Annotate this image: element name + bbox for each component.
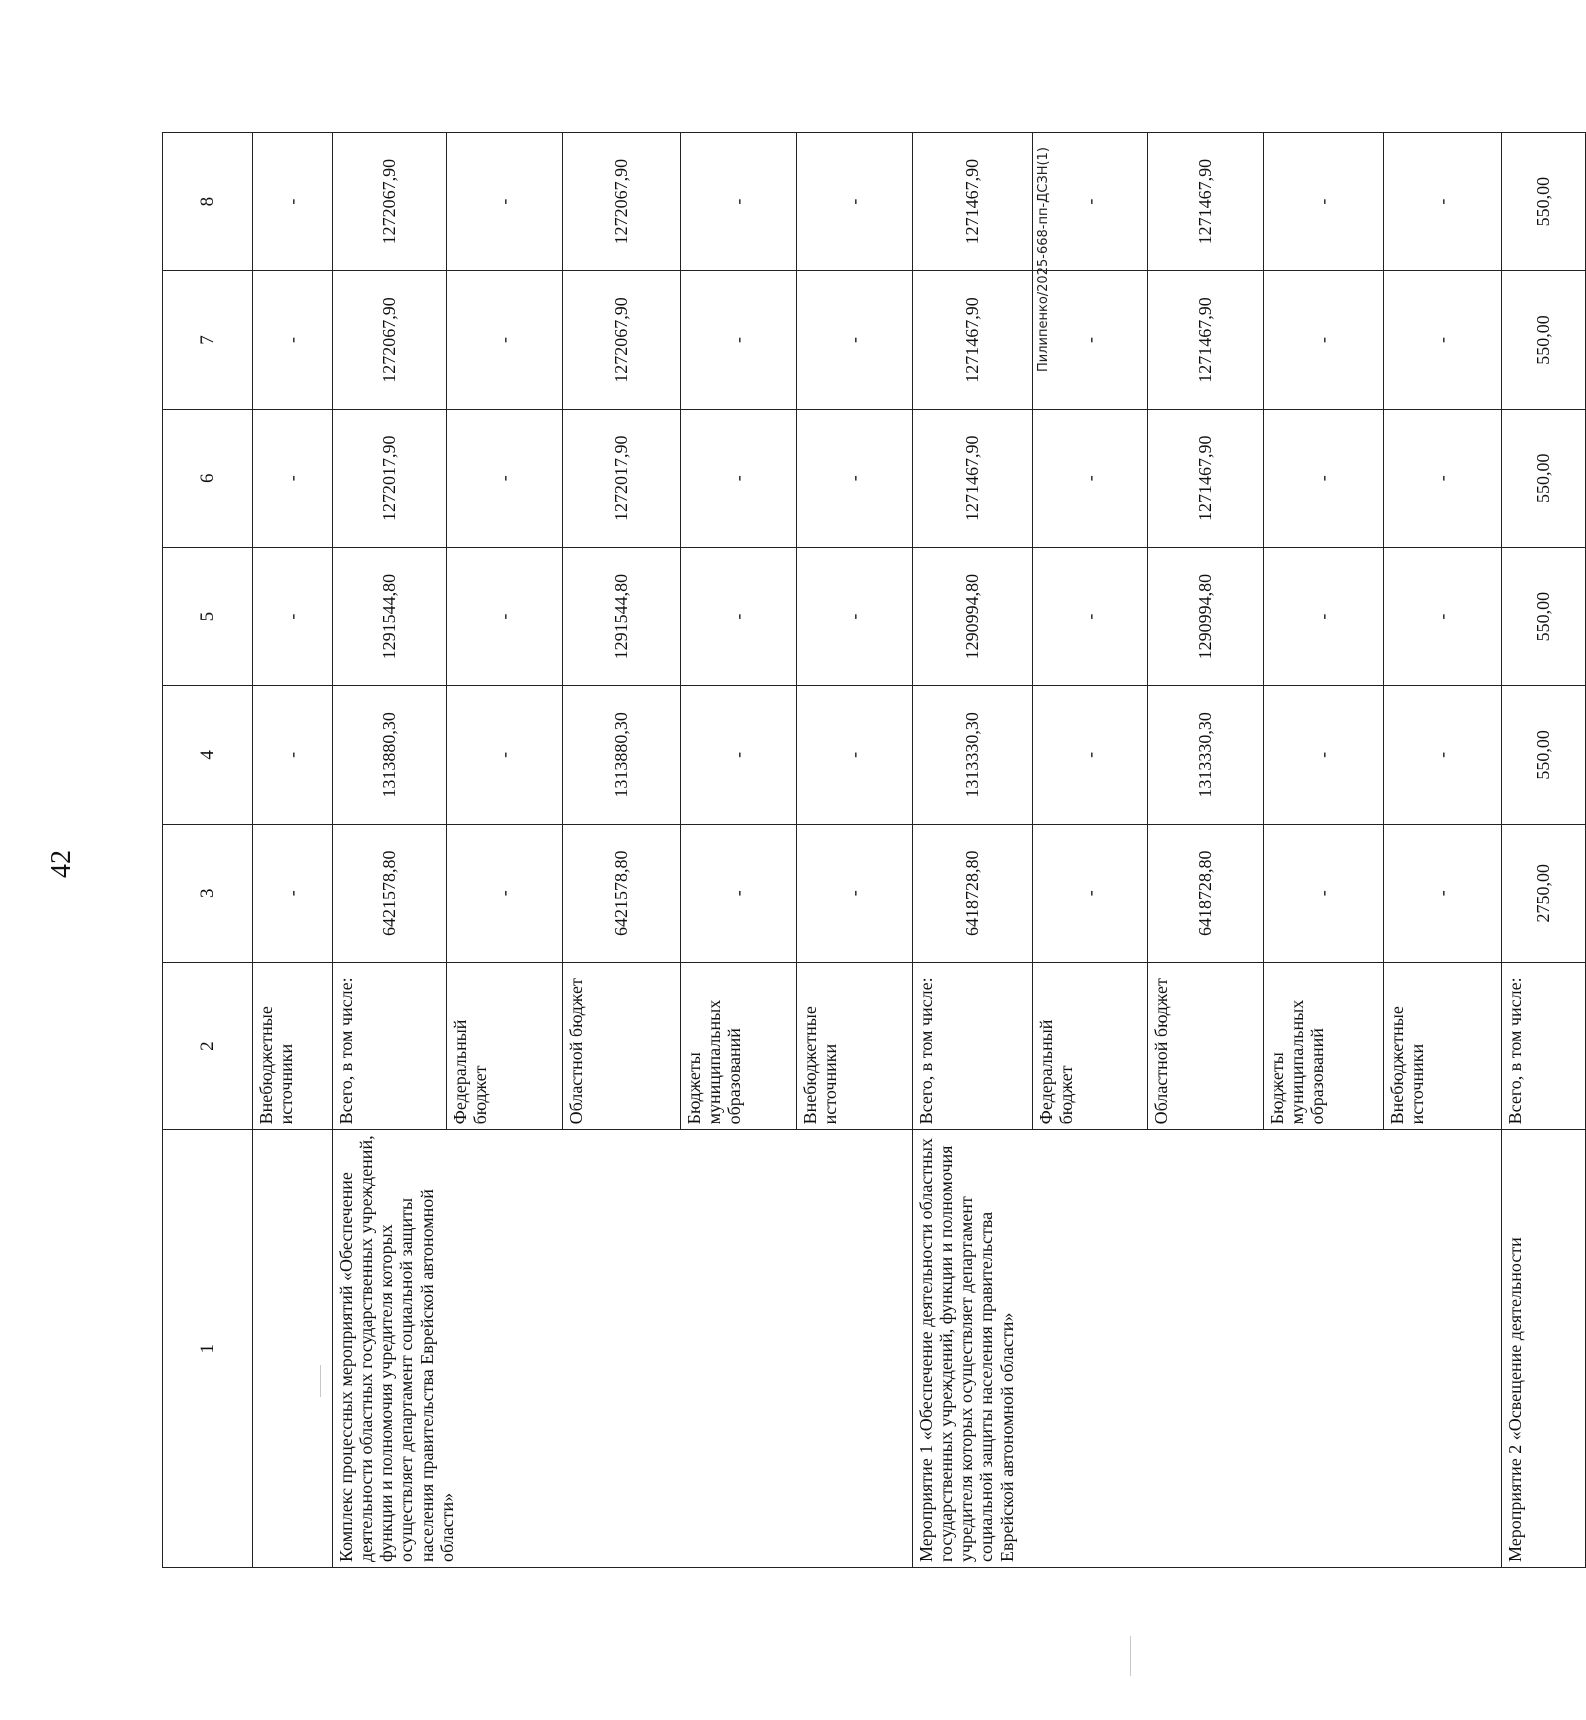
column-header: 4 [163,686,253,824]
amount-cell: 1272067,90 [563,133,681,271]
amount-cell: 2750,00 [1502,824,1586,962]
amount-cell: - [253,271,333,409]
amount-cell: - [1384,547,1502,685]
amount-cell: - [681,547,797,685]
amount-cell: 1272067,90 [333,133,447,271]
budget-table-frame [162,132,1554,1568]
amount-cell: 1271467,90 [913,409,1033,547]
measure-name-cell [253,1130,333,1568]
amount-cell: - [1384,133,1502,271]
table-row [1502,133,1586,1568]
amount-cell: 1271467,90 [1148,271,1264,409]
amount-cell: - [797,271,913,409]
amount-cell: - [1384,409,1502,547]
amount-cell: - [253,686,333,824]
scan-artifact-line [1130,1636,1131,1676]
amount-cell: - [447,686,563,824]
amount-cell: - [681,133,797,271]
amount-cell: - [797,409,913,547]
amount-cell: - [797,686,913,824]
amount-cell: - [681,271,797,409]
amount-cell: - [1384,686,1502,824]
funding-source-cell: Всего, в том числе: [913,962,1033,1129]
amount-cell: - [447,547,563,685]
amount-cell: - [1033,686,1148,824]
amount-cell: 1271467,90 [1148,133,1264,271]
amount-cell: - [797,547,913,685]
measure-name-cell: Мероприятие 1 «Обеспечение деятельности областных государственных учреждений, функции и полномочия учредителя которых осуществляет департамент социальной защиты населения правительства Еврейской автономной области» [913,1130,1502,1568]
document-footer-id: Пилипенко/2025-668-пп-ДСЗН(1) [1036,147,1051,372]
amount-cell: 550,00 [1502,271,1586,409]
funding-source-cell: Всего, в том числе: [333,962,447,1129]
amount-cell: - [447,133,563,271]
amount-cell: 1313330,30 [1148,686,1264,824]
column-header: 7 [163,271,253,409]
funding-source-cell: Федеральный бюджет [1033,962,1148,1129]
rotated-table-container [162,132,1554,1568]
amount-cell: - [253,133,333,271]
funding-source-cell: Областной бюджет [1148,962,1264,1129]
column-number-row [163,133,253,1568]
column-header: 6 [163,409,253,547]
amount-cell: 1291544,80 [333,547,447,685]
amount-cell: - [1033,409,1148,547]
column-header: 3 [163,824,253,962]
amount-cell: - [447,409,563,547]
funding-source-cell: Внебюджетные источники [253,962,333,1129]
amount-cell: 550,00 [1502,133,1586,271]
amount-cell: - [447,824,563,962]
funding-source-cell: Бюджеты муниципальных образований [681,962,797,1129]
funding-source-cell: Внебюджетные источники [1384,962,1502,1129]
amount-cell: - [447,271,563,409]
amount-cell: - [1264,271,1384,409]
amount-cell: - [681,409,797,547]
measure-name-cell: Комплекс процессных мероприятий «Обеспечение деятельности областных государственных учреждений, функции и полномочия учредителя которых осуществляет департамент социальной защиты населения правительства Еврейской автономной области» [333,1130,913,1568]
funding-source-cell: Внебюджетные источники [797,962,913,1129]
table-row [913,133,1033,1568]
amount-cell: 1271467,90 [913,271,1033,409]
amount-cell: 550,00 [1502,686,1586,824]
amount-cell: - [1264,547,1384,685]
amount-cell: 1272017,90 [563,409,681,547]
amount-cell: - [681,824,797,962]
amount-cell: 6421578,80 [333,824,447,962]
funding-source-cell: Всего, в том числе: [1502,962,1586,1129]
amount-cell: - [1264,409,1384,547]
page-number: 42 [46,850,77,878]
amount-cell: 1313330,30 [913,686,1033,824]
funding-source-cell: Областной бюджет [563,962,681,1129]
amount-cell: - [1384,824,1502,962]
funding-source-cell: Федеральный бюджет [447,962,563,1129]
budget-table-body [163,133,1586,1568]
amount-cell: - [797,824,913,962]
amount-cell: 1313880,30 [563,686,681,824]
table-row [253,133,333,1568]
scan-artifact-line [320,1365,321,1397]
amount-cell: 550,00 [1502,547,1586,685]
amount-cell: 6418728,80 [913,824,1033,962]
amount-cell: 1272067,90 [563,271,681,409]
amount-cell: - [1033,547,1148,685]
amount-cell: - [1264,824,1384,962]
amount-cell: 1313880,30 [333,686,447,824]
column-header: 1 [163,1130,253,1568]
amount-cell: - [253,824,333,962]
amount-cell: 1290994,80 [913,547,1033,685]
amount-cell: - [1264,133,1384,271]
amount-cell: 1272017,90 [333,409,447,547]
amount-cell: - [253,547,333,685]
budget-table [162,132,1586,1568]
amount-cell: 1271467,90 [913,133,1033,271]
measure-name-cell: Мероприятие 2 «Освещение деятельности [1502,1130,1586,1568]
amount-cell: 1291544,80 [563,547,681,685]
amount-cell: - [1033,824,1148,962]
amount-cell: 1271467,90 [1148,409,1264,547]
amount-cell: 6421578,80 [563,824,681,962]
amount-cell: 1272067,90 [333,271,447,409]
column-header: 5 [163,547,253,685]
amount-cell: - [797,133,913,271]
amount-cell: 550,00 [1502,409,1586,547]
amount-cell: - [681,686,797,824]
amount-cell: - [1033,271,1148,409]
amount-cell: 6418728,80 [1148,824,1264,962]
table-row [333,133,447,1568]
column-header: 8 [163,133,253,271]
funding-source-cell: Бюджеты муниципальных образований [1264,962,1384,1129]
column-header: 2 [163,962,253,1129]
amount-cell: - [1264,686,1384,824]
amount-cell: 1290994,80 [1148,547,1264,685]
amount-cell: - [1033,133,1148,271]
amount-cell: - [1384,271,1502,409]
amount-cell: - [253,409,333,547]
